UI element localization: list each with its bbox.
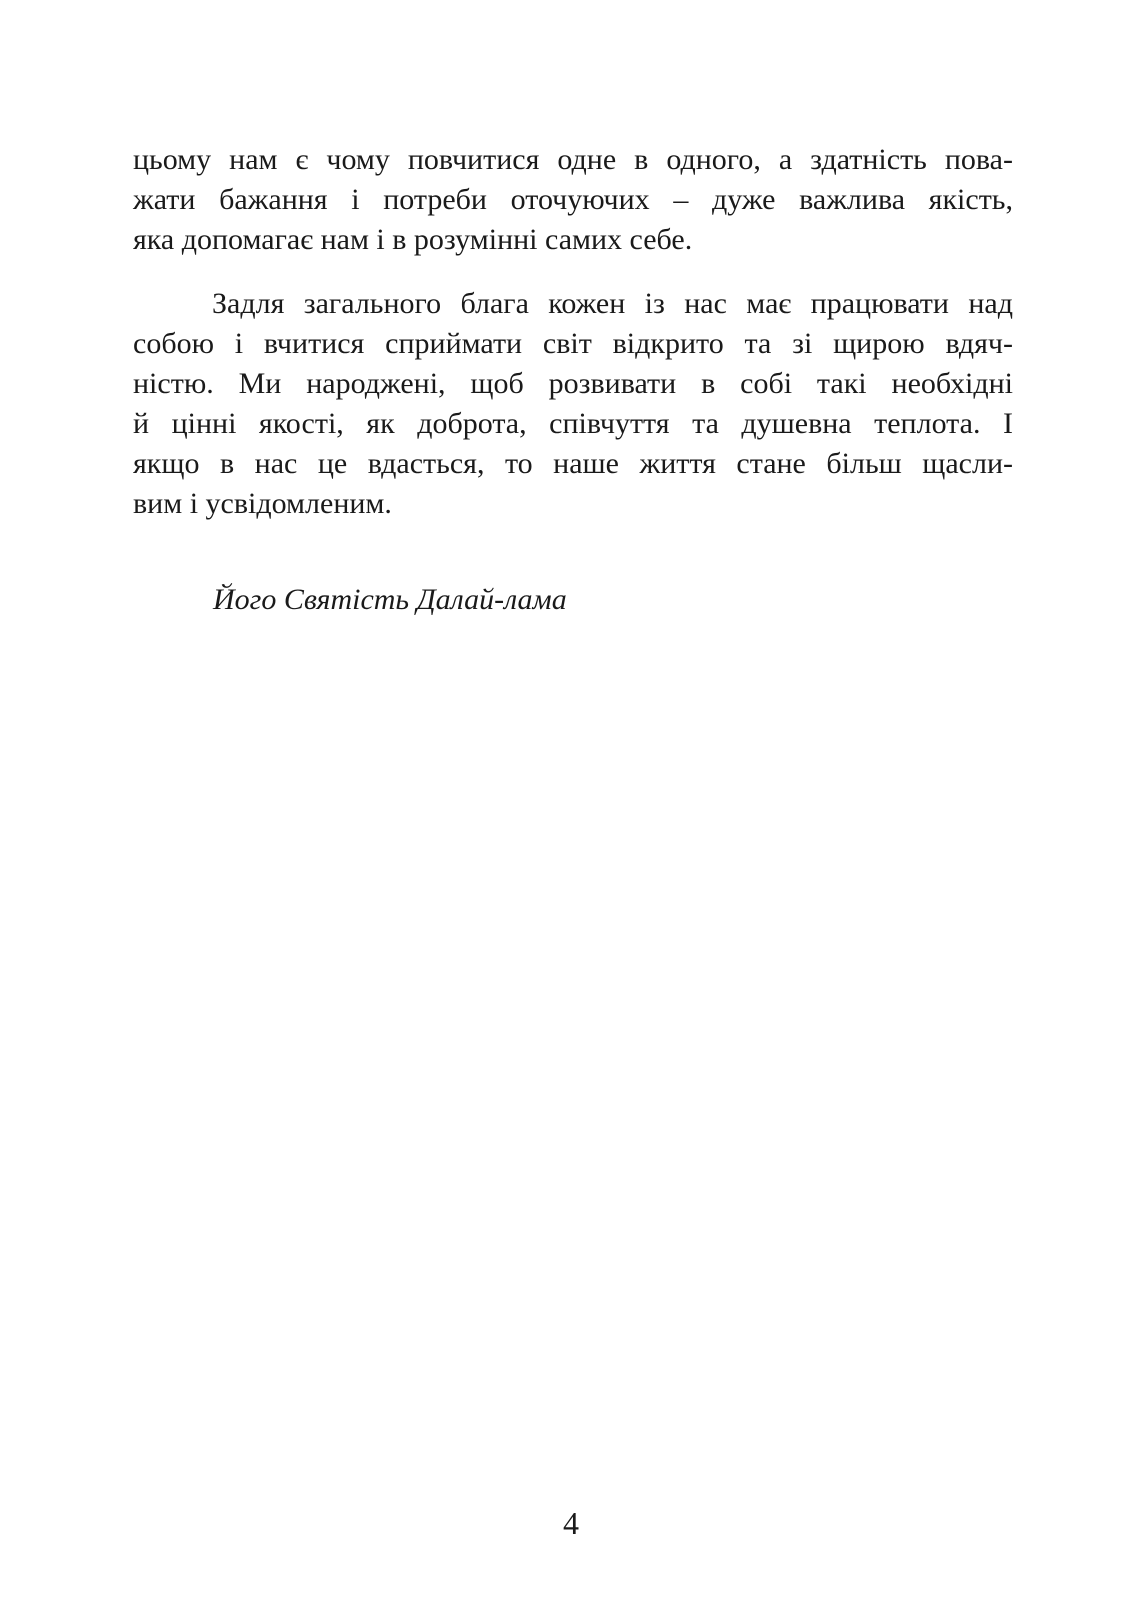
paragraph-2: [133, 284, 1013, 524]
text-line: цьому нам є чому повчитися одне в одного, а здатність пова-: [133, 143, 1013, 176]
text-line: собою і вчитися сприймати світ відкрито та зі щирою вдяч-: [133, 327, 1013, 360]
text-line: вим і усвідомленим.: [133, 487, 392, 520]
text-line: яка допомагає нам і в розумінні самих себе.: [133, 223, 693, 256]
text-line: ністю. Ми народжені, щоб розвивати в собі такі необхідні: [133, 367, 1013, 400]
paragraph-1: [133, 140, 1013, 260]
signature: Його Святість Далай-лама: [213, 583, 567, 616]
text-line: якщо в нас це вдасться, то наше життя стане більш щасли-: [133, 447, 1013, 480]
text-line: Задля загального блага кожен із нас має працювати над: [212, 287, 1013, 320]
page-number: 4: [563, 1505, 579, 1541]
paragraph-spacer: [133, 260, 1013, 284]
text-line: жати бажання і потреби оточуючих – дуже важлива якість,: [133, 183, 1013, 216]
text-line: й цінні якості, як доброта, співчуття та душевна теплота. І: [133, 407, 1013, 440]
body-text: [133, 140, 1013, 524]
